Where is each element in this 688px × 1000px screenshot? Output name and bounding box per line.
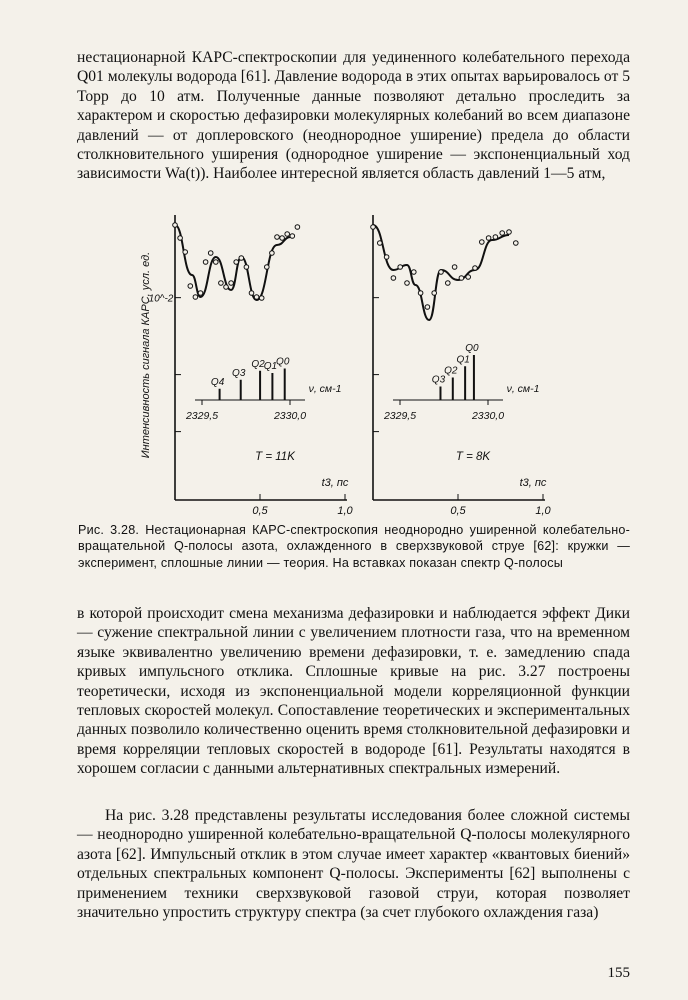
data-point — [229, 281, 234, 286]
paragraph-1: нестационарной КАРС-спектроскопии для уединенного колебательного перехода Q01 молекулы водорода [61]. Давление водорода в этих опытах варьировалось от 5 Торр до 10 атм. Полученные данные позволяют детально проследить за характером и скоростью дефазировки молекулярных колебаний во всем диапазоне давлений — от доплеровского (неоднородное уширение) предела до области столкновительного уширения (однородное уширение — экспоненциальный ход зависимости Wa(t)). Наиболее интересной является область давлений 1—5 атм, — [77, 49, 630, 183]
panel-left — [140, 215, 354, 517]
spectral-line-label: Q3 — [431, 374, 446, 386]
inset-tick-label: 2330,0 — [471, 410, 505, 422]
data-point — [208, 251, 213, 256]
data-point — [493, 235, 498, 240]
inset-x-label: ν, см-1 — [308, 383, 342, 395]
data-point — [405, 281, 410, 286]
data-point — [459, 276, 464, 281]
data-point — [198, 291, 203, 296]
data-point — [249, 291, 254, 296]
data-point — [224, 285, 229, 290]
data-point — [514, 241, 519, 246]
data-point — [371, 225, 376, 230]
inset-x-label: ν, см-1 — [506, 383, 540, 395]
data-point — [203, 260, 208, 265]
data-point — [239, 256, 244, 261]
data-point — [254, 295, 259, 300]
spectral-line-label: Q2 — [444, 365, 458, 377]
spectral-line-label: Q1 — [263, 361, 278, 372]
panel-right — [371, 215, 552, 517]
x-tick-label: 0,5 — [450, 505, 466, 517]
data-point — [412, 270, 417, 275]
data-point — [178, 236, 183, 241]
x-axis-label: t3, пс — [321, 477, 349, 489]
data-point — [473, 266, 478, 271]
inset-tick-label: 2330,0 — [273, 410, 307, 422]
spectral-line-label: Q2 — [251, 358, 265, 370]
spectral-line-label: Q1 — [456, 354, 470, 366]
inset-tick-label: 2329,5 — [185, 410, 219, 422]
data-point — [418, 291, 423, 296]
spectral-line-label: Q0 — [276, 356, 290, 368]
data-point — [183, 250, 188, 255]
data-point — [439, 270, 444, 275]
paragraph-2: в которой происходит смена механизма дефазировки и наблюдается эффект Дики — сужение спектральной линии с увеличением плотности газа, что на временном языке эквивалентно увеличению времени дефазировки, т. е. замедлению спада кривых импульсного отклика. Сплошные кривые на рис. 3.27 построены теоретически, исходя из экспоненциальной модели корреляционной функции тепловых скоростей молекул. Сопоставление теоретических и экспериментальных данных позволило количественно оценить время столкновительной дефазировки и время корреляции тепловых скоростей в водороде [61]. Результаты находятся в хорошем согласии с данными альтернативных спектральных измерений. — [77, 605, 630, 778]
data-point — [378, 241, 383, 246]
data-point — [244, 265, 249, 270]
data-point — [486, 236, 491, 241]
data-point — [219, 281, 224, 286]
data-point — [265, 265, 270, 270]
data-point — [452, 265, 457, 270]
temperature-label: T = 8K — [455, 451, 491, 463]
x-tick-label: 1,0 — [337, 505, 353, 517]
data-point — [432, 291, 437, 296]
data-point — [290, 234, 295, 239]
spectral-line-label: Q3 — [232, 367, 246, 379]
y-tick-label: 10^-2 — [148, 293, 174, 305]
data-point — [446, 281, 451, 286]
data-point — [173, 223, 178, 228]
data-point — [275, 235, 280, 240]
paragraph-3: На рис. 3.28 представлены результаты исследования более сложной системы — неоднородно уширенной колебательно-вращательной Q-полосы молекулярного азота [62]. Импульсный отклик в этом случае имеет характер «квантовых биений» отдельных спектральных компонент Q-полосы. Эксперименты [62] выполнены с применением техники сверхзвуковой газовой струи, которая позволяет значительно упростить структуру спектра (за счет глубокого охлаждения газа) — [77, 807, 630, 922]
data-point — [270, 251, 275, 256]
x-tick-label: 0,5 — [252, 505, 268, 517]
data-point — [234, 260, 239, 265]
spectral-line-label: Q4 — [210, 376, 225, 388]
figure-caption: Рис. 3.28. Нестационарная КАРС-спектроскопия неоднородно уширенной колебательно-вращательной Q-полосы азота, охлажденного в сверхзвуковой струе [62]: кружки — эксперимент, сплошные линии — теория. На вставках показан спектр Q-полосы — [78, 523, 630, 570]
data-point — [214, 260, 219, 265]
inset-tick-label: 2329,5 — [383, 410, 417, 422]
data-point — [193, 295, 198, 300]
x-axis-label: t3, пс — [519, 477, 547, 489]
data-point — [480, 240, 485, 245]
x-tick-label: 1,0 — [535, 505, 551, 517]
data-point — [425, 305, 430, 310]
y-axis-label: Интенсивность сигнала КАРС, усл. ед. — [140, 251, 152, 459]
data-point — [280, 236, 285, 241]
data-point — [295, 225, 300, 230]
spectral-line-label: Q0 — [465, 343, 479, 354]
page-number: 155 — [607, 965, 630, 981]
data-point — [384, 255, 389, 260]
theory-curve — [175, 225, 291, 300]
data-point — [507, 230, 512, 235]
figure-3-28 — [130, 205, 560, 520]
data-point — [500, 231, 505, 236]
data-point — [466, 275, 471, 280]
data-point — [285, 232, 290, 237]
temperature-label: T = 11K — [255, 451, 295, 463]
data-point — [391, 276, 396, 281]
data-point — [188, 284, 193, 289]
data-point — [259, 296, 264, 301]
data-point — [398, 265, 403, 270]
